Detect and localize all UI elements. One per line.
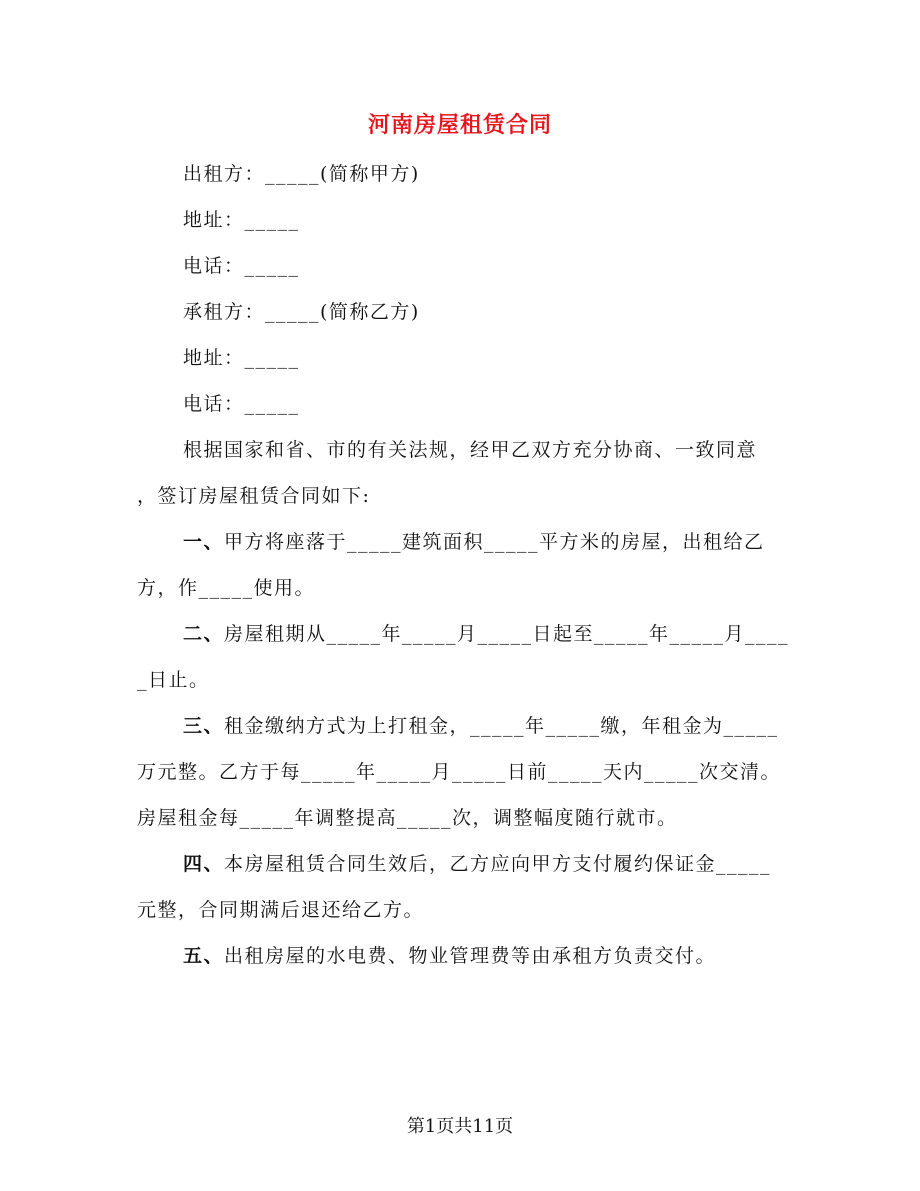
- clause-4-heading: 四、: [183, 853, 225, 875]
- clause-4-line-2: 元整，合同期满后退还给乙方。: [137, 899, 425, 921]
- clause-1-line-1: [183, 530, 765, 554]
- clause-1-line-2: 方，作_____使用。: [137, 577, 316, 599]
- clause-1-text-1: 甲方将座落于_____建筑面积_____平方米的房屋，出租给乙: [224, 531, 765, 553]
- clause-2-line-1: [183, 622, 789, 646]
- clause-4-text-1: 本房屋租赁合同生效后，乙方应向甲方支付履约保证金_____: [224, 853, 772, 875]
- page-number-footer: 第1页共11页: [406, 1116, 514, 1137]
- clause-3-line-2: 万元整。乙方于每_____年_____月_____日前_____天内_____次交清。: [137, 761, 782, 783]
- clause-3-heading: 三、: [183, 715, 225, 737]
- clause-3-line-1: [183, 714, 779, 738]
- lessor-phone-line: 电话：_____: [183, 255, 300, 277]
- lessee-address-line: 地址：_____: [183, 347, 300, 369]
- intro-line-2: ，签订房屋租赁合同如下:: [137, 485, 371, 507]
- clause-2-text-1: 房屋租期从_____年_____月_____日起至_____年_____月____: [224, 623, 790, 645]
- clause-5-line-1: [183, 944, 716, 968]
- clause-2-heading: 二、: [183, 623, 225, 645]
- clause-1-heading: 一、: [183, 531, 225, 553]
- clause-2-line-2: _日止。: [137, 669, 210, 691]
- intro-line-1: 根据国家和省、市的有关法规，经甲乙双方充分协商、一致同意: [183, 439, 758, 461]
- clause-3-text-1: 租金缴纳方式为上打租金，_____年_____缴，年租金为_____: [224, 715, 779, 737]
- lessor-address-line: 地址：_____: [183, 209, 300, 231]
- document-title: 河南房屋租赁合同: [367, 112, 552, 138]
- clause-4-line-1: [183, 852, 771, 876]
- lessor-line: 出租方：_____(简称甲方): [183, 163, 420, 185]
- lessee-line: 承租方：_____(简称乙方): [183, 301, 420, 323]
- lessee-phone-line: 电话：_____: [183, 393, 300, 415]
- clause-3-line-3: 房屋租金每_____年调整提高_____次，调整幅度随行就市。: [137, 807, 678, 829]
- clause-5-heading: 五、: [183, 945, 225, 967]
- clause-5-text-1: 出租房屋的水电费、物业管理费等由承租方负责交付。: [224, 945, 717, 967]
